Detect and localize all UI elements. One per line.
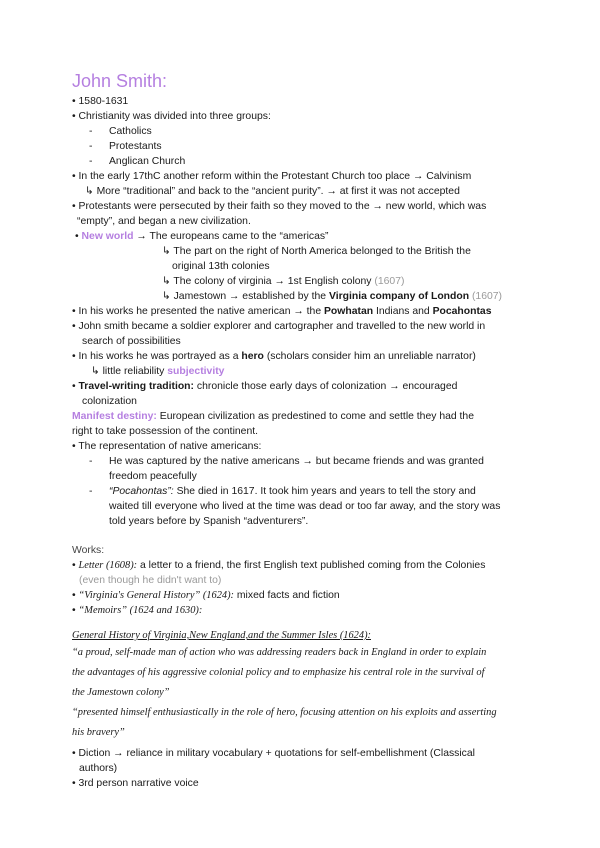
quote-line: the Jamestown colony” <box>72 687 170 698</box>
christianity-line: • Christianity was divided into three groups: <box>72 111 271 122</box>
hero-sub-line: ↳ little reliability subjectivity <box>91 366 225 377</box>
new-world-sub: ↳ The part on the right of North America belonged to the British the <box>162 246 471 257</box>
new-world-line: • New world → The europeans came to the “americas” <box>75 231 329 242</box>
reform-sub-line: ↳ More “traditional” and back to the “ancient purity”. → at first it was not accepted <box>85 186 460 197</box>
persecuted-line-cont: “empty”, and began a new civilization. <box>77 216 251 227</box>
native-american-line: • In his works he presented the native american → the Powhatan Indians and Pocahontas <box>72 306 492 317</box>
new-world-sub: ↳ The colony of virginia → 1st English colony (1607) <box>162 276 405 287</box>
works-heading: Works: <box>72 545 105 556</box>
travel-writing-line: • Travel-writing tradition: chronicle those early days of colonization → encouraged <box>72 381 458 392</box>
new-world-sub: ↳ Jamestown → established by the Virginia company of London (1607) <box>162 291 502 302</box>
persecuted-line: • Protestants were persecuted by their faith so they moved to the → new world, which was <box>72 201 487 212</box>
quote-line: “presented himself enthusiastically in the role of hero, focusing attention on his exploits and asserting <box>72 707 497 718</box>
page-title: John Smith: <box>72 71 168 91</box>
notes-page <box>72 70 532 791</box>
soldier-line: • John smith became a soldier explorer and cartographer and travelled to the new world in <box>72 321 486 332</box>
general-history-heading: General History of Virginia,New England,and the Summer Isles (1624): <box>72 630 371 641</box>
representation-item-cont: waited till everyone who lived at the time was dead or too far away, and the story was <box>109 501 501 512</box>
works-item-note: (even though he didn't want to) <box>79 575 222 586</box>
representation-item-cont: freedom peacefully <box>109 471 197 482</box>
group-item: - Catholics <box>89 126 152 137</box>
works-item: • Letter (1608): a letter to a friend, the first English text published coming from the Colonies <box>72 560 486 571</box>
representation-line: • The representation of native americans: <box>72 441 262 452</box>
reform-line: • In the early 17thC another reform within the Protestant Church too place → Calvinism <box>72 171 472 182</box>
quote-line: “a proud, self-made man of action who was addressing readers back in England in order to explain <box>72 647 487 658</box>
representation-item: - He was captured by the native americans → but became friends and was granted <box>89 456 484 467</box>
quote-line: his bravery” <box>72 727 125 738</box>
new-world-term: New world <box>81 231 134 242</box>
works-item: • “Memoirs” (1624 and 1630): <box>72 605 203 616</box>
soldier-line-cont: search of possibilities <box>82 336 181 347</box>
manifest-destiny-line: Manifest destiny: European civilization as predestined to come and settle they had the <box>72 411 474 422</box>
narrative-voice-line: • 3rd person narrative voice <box>72 778 199 789</box>
representation-item: - “Pocahontas”: She died in 1617. It took him years and years to tell the story and <box>89 486 476 497</box>
manifest-destiny-cont: right to take possession of the continent. <box>72 426 258 437</box>
group-item: - Protestants <box>89 141 162 152</box>
dates-line: • 1580-1631 <box>72 96 129 107</box>
diction-line: • Diction → reliance in military vocabulary + quotations for self-embellishment (Classical <box>72 748 475 759</box>
quote-line: the advantages of his aggressive colonial policy and to emphasize his central role in the survival of <box>72 667 485 678</box>
hero-line: • In his works he was portrayed as a hero (scholars consider him an unreliable narrator) <box>72 351 476 362</box>
travel-writing-cont: colonization <box>82 396 137 407</box>
diction-line-cont: authors) <box>79 763 118 774</box>
representation-item-cont: told years before by Spanish “adventurers”. <box>109 516 309 527</box>
group-item: - Anglican Church <box>89 156 186 167</box>
new-world-sub-cont: original 13th colonies <box>172 261 270 272</box>
works-item: • “Virginia's General History” (1624): mixed facts and fiction <box>72 590 340 601</box>
